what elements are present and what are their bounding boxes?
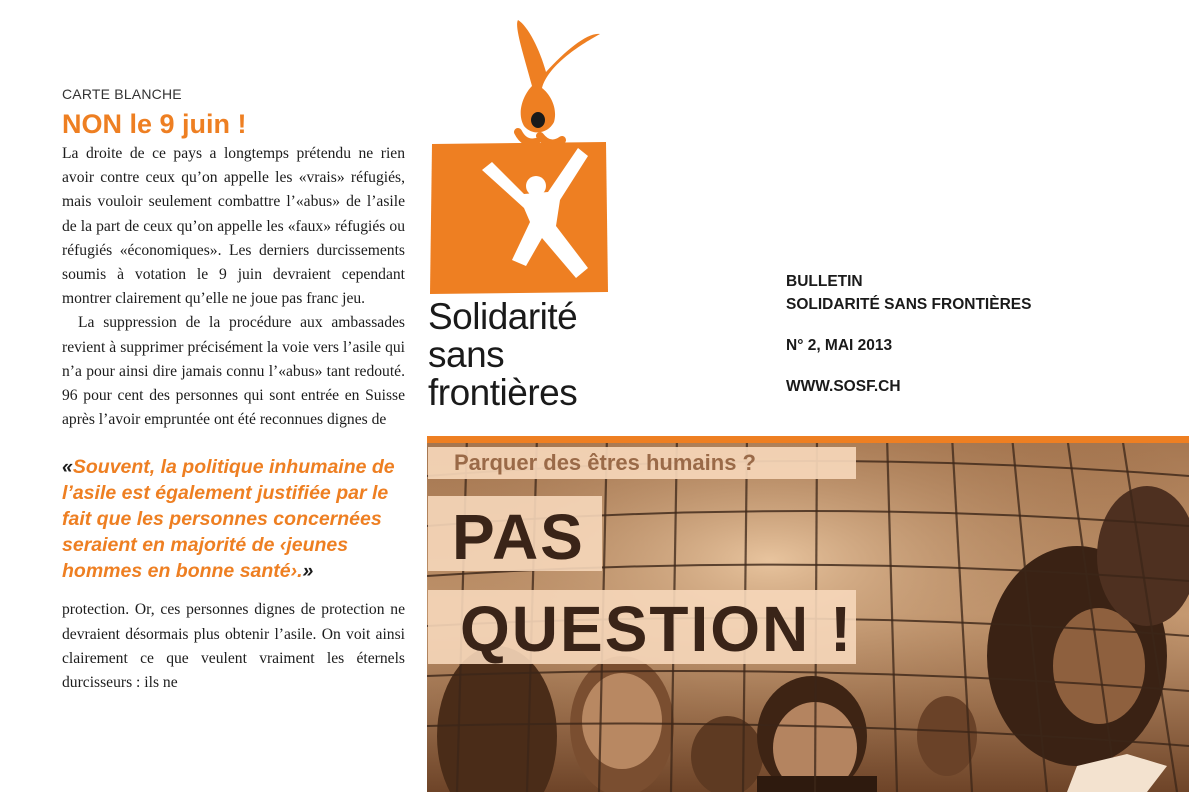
logo-line-1: Solidarité: [428, 296, 578, 337]
logo-wordmark: [428, 298, 577, 412]
quote-close-mark: »: [302, 560, 314, 583]
masthead-issue: N° 2, MAI 2013: [786, 337, 893, 354]
article-kicker: CARTE BLANCHE: [62, 86, 182, 102]
cover-question-text: Parquer des êtres humains ?: [454, 450, 756, 475]
sosf-logo-icon: [428, 16, 610, 296]
masthead-website: WWW.SOSF.CH: [786, 378, 901, 395]
logo-line-2: sans: [428, 334, 505, 375]
cover-question-word-text: QUESTION !: [460, 593, 854, 665]
article-column: [62, 86, 405, 695]
article-headline: NON le 9 juin !: [62, 109, 247, 139]
cover-question-band: [428, 447, 856, 479]
quote-open-mark: «: [62, 456, 73, 479]
pull-quote-text: Souvent, la politique inhumaine de l’asile est également justifiée par le fait que les personnes concernées seraient en majorité de ‹jeunes hommes en bonne santé›.: [62, 456, 395, 583]
masthead-organisation: SOLIDARITÉ SANS FRONTIÈRES: [786, 296, 1032, 313]
article-paragraph-3: protection. Or, ces personnes dignes de protection ne devraient désormais plus obtenir l’asile. On voit ainsi clairement ce que veulent vraiment les éternels durcisseurs : ils ne: [62, 601, 405, 692]
article-paragraph-1: La droite de ce pays a longtemps prétendu ne rien avoir contre ceux qu’on appelle les «vrais» réfugiés, mais vouloir seulement combattre l’«abus» de l’asile de la part de ceux qu’on appelle les «faux» réfugiés ou réfugiés «économiques». Les derniers durcissements soumis à votation le 9 juin devraient cependant montrer clairement qu’elle ne joue pas franc jeu.: [62, 145, 405, 308]
logo-line-3: frontières: [428, 372, 578, 413]
orange-divider: [427, 436, 1189, 443]
pull-quote: [62, 454, 405, 584]
article-paragraph-2: La suppression de la procédure aux ambassades revient à supprimer précisément la voie vers l’asile qui n’a pour ainsi dire jamais connu l’«abus» tant redouté. 96 pour cent des personnes qui sont entrée en Suisse après l’avoir empruntée ont été reconnues dignes de: [62, 314, 405, 429]
masthead-bulletin: BULLETIN: [786, 273, 863, 290]
cover-pas-text: PAS: [452, 501, 585, 573]
masthead: [786, 270, 1031, 398]
